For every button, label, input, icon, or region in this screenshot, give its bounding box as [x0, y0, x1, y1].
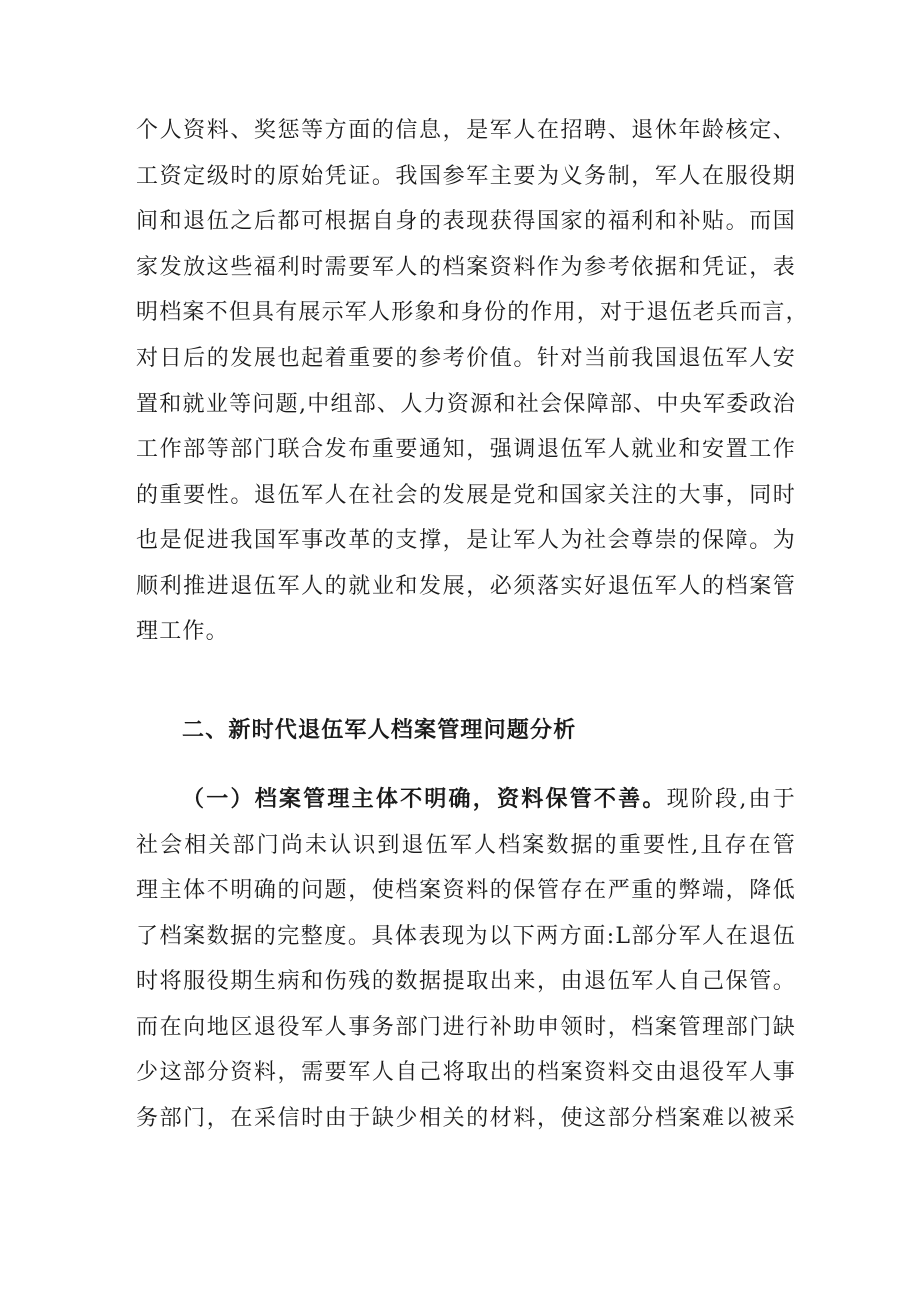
paragraph-line: 间和退伍之后都可根据自身的表现获得国家的福利和补贴。而国 [136, 209, 796, 234]
section-heading: 二、新时代退伍军人档案管理问题分析 [182, 718, 577, 743]
paragraph-line: 家发放这些福利时需要军人的档案资料作为参考依据和凭证，表 [136, 255, 796, 280]
paragraph-line: 顺利推进退伍军人的就业和发展，必须落实好退伍军人的档案管 [136, 574, 796, 599]
paragraph-line: 工作部等部门联合发布重要通知，强调退伍军人就业和安置工作 [136, 437, 796, 462]
paragraph-line: 理主体不明确的问题，使档案资料的保管存在严重的弊端，降低 [136, 878, 796, 903]
paragraph-line: 少这部分资料，需要军人自己将取出的档案资料交由退役军人事 [136, 1060, 796, 1085]
paragraph-line: 工资定级时的原始凭证。我国参军主要为义务制，军人在服役期 [136, 164, 796, 189]
paragraph-line: 的重要性。退伍军人在社会的发展是党和国家关注的大事，同时 [136, 483, 796, 508]
paragraph-line: 个人资料、奖惩等方面的信息，是军人在招聘、退休年龄核定、 [136, 118, 796, 143]
paragraph-line: 务部门，在采信时由于缺少相关的材料，使这部分档案难以被采 [136, 1106, 796, 1131]
subsection-lead-rest: 现阶段,由于 [666, 787, 796, 812]
paragraph-line: 社会相关部门尚未认识到退伍军人档案数据的重要性,且存在管 [136, 833, 796, 858]
paragraph-line: 理工作。 [136, 619, 229, 644]
subsection-first-line [182, 785, 796, 815]
subsection-lead: （一）档案管理主体不明确，资料保管不善。 [182, 787, 667, 812]
paragraph-line: 了档案数据的完整度。具体表现为以下两方面:L部分军人在退伍 [136, 924, 796, 949]
paragraph-line: 明档案不但具有展示军人形象和身份的作用，对于退伍老兵而言， [136, 300, 809, 325]
paragraph-line: 置和就业等问题,中组部、人力资源和社会保障部、中央军委政治 [136, 392, 796, 417]
paragraph-line: 时将服役期生病和伤残的数据提取出来，由退伍军人自己保管。 [136, 969, 796, 994]
paragraph-line: 而在向地区退役军人事务部门进行补助申领时，档案管理部门缺 [136, 1015, 796, 1040]
paragraph-line: 对日后的发展也起着重要的参考价值。针对当前我国退伍军人安 [136, 346, 796, 371]
paragraph-line: 也是促进我国军事改革的支撑，是让军人为社会尊崇的保障。为 [136, 528, 796, 553]
